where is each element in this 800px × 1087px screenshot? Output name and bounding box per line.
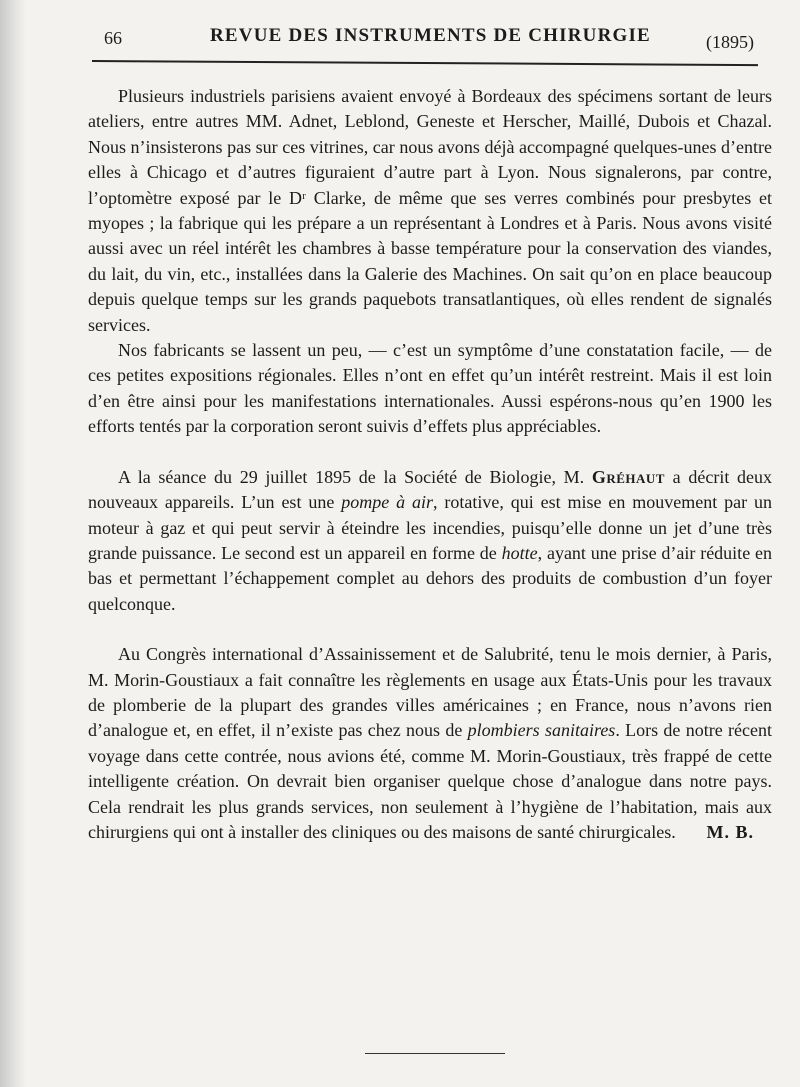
- text-run: a décrit deux nouveaux appareils. L’un est une: [88, 466, 773, 513]
- article-body: [88, 84, 772, 845]
- section-end-rule: [365, 1053, 505, 1054]
- running-header: [100, 22, 760, 52]
- paragraph-regional-expositions: Nos fabricants se lassent un peu, — c’est un symptôme d’une constatation facile, — de ces petites expositions régionales. Elles n’ont en effet qu’un intérêt restreint. Mais il est loin d’en être ainsi pour les manifestations internationales. Aussi espérons-nous qu’en 1900 les efforts tentés par la corporation seront suivis d’effets plus appréciables.: [88, 340, 772, 437]
- text-run: Au Congrès international d’Assainissement et de Salubrité, tenu le mois dernier, à Paris, M. Morin-Goustiaux a fait connaître les règlements en usage aux États-Unis pour les travaux de plomberie de la plupart des grandes villes américaines ; en France, nous n’avons rien d’analogue et, en effet, il n’existe pas chez nous de: [88, 644, 772, 741]
- header-year: (1895): [706, 32, 754, 52]
- text-run: , rotative, qui est mise en mouvement par un moteur à gaz et qui peut servir à éteindre les incendies, puisqu’elle donne un jet d’une très grande puissance. Le second est un appareil en forme de: [88, 492, 772, 563]
- italic-term: hotte: [501, 542, 538, 563]
- paragraph-societe-biologie: [88, 465, 772, 617]
- italic-term: plombiers sanitaires: [467, 720, 616, 741]
- journal-title: REVUE DES INSTRUMENTS DE CHIRURGIE: [210, 25, 651, 46]
- header-rule: [92, 60, 758, 66]
- text-run: , ayant une prise d’air réduite en bas et permettant l’échappement complet au dehors des produits de combustion d’un foyer quelconque.: [88, 542, 772, 614]
- author-signature: M. B.: [706, 821, 754, 842]
- paragraph-exhibitors: Plusieurs industriels parisiens avaient envoyé à Bordeaux des spécimens sortant de leurs ateliers, entre autres MM. Adnet, Leblond, Geneste et Herscher, Maillé, Dubois et Chazal. Nous n’insisterons pas sur ces vitrines, car nous avons déjà accompagné quelques-unes d’entre elles à Chicago et d’autres figuraient d’autre part à Lyon. Nous signalerons, par contre, l’optomètre exposé par le Dʳ Clarke, de même que ses verres combinés pour presbytes et myopes ; la fabrique qui les prépare a un représentant à Londres et à Paris. Nous avons visité aussi avec un réel intérêt les chambres à basse température pour la conservation des viandes, du lait, du vin, etc., installées dans la Galerie des Machines. On sait qu’on en place beaucoup depuis quelque temps sur les grands paquebots transatlantiques, où elles rendent de signalés services.: [88, 86, 772, 335]
- person-name-grehaut: Gréhaut: [591, 466, 665, 487]
- page-number: 66: [104, 28, 122, 48]
- text-run: . Lors de notre récent voyage dans cette contrée, nous avions été, comme M. Morin-Goustiaux, très frappé de cette intelligente création. On devrait bien organiser quelque chose d’analogue dans notre pays. Cela rendrait les plus grands services, non seulement à l’hygiène de l’habitation, mais aux chirurgiens qui ont à installer des cliniques ou des maisons de santé chirurgicales.: [88, 720, 772, 842]
- paragraph-congres-assainissement: [88, 642, 772, 845]
- italic-term: pompe à air: [341, 492, 433, 513]
- text-run: A la séance du 29 juillet 1895 de la Société de Biologie, M.: [118, 466, 592, 487]
